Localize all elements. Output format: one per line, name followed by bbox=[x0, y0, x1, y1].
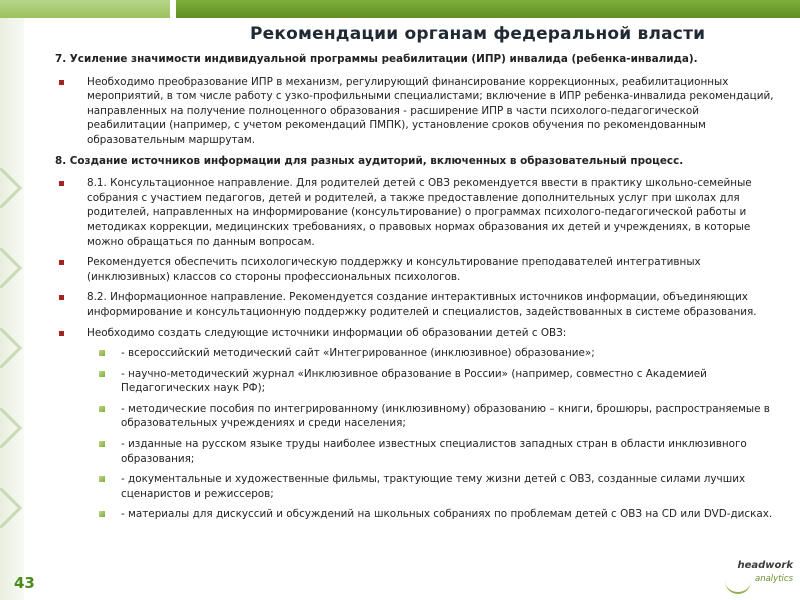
left-decorative-band bbox=[0, 18, 24, 600]
sub-bullet-item: - методические пособия по интегрированному (инклюзивному) образованию – книги, брошюры, распространяемые в образовательных учреждениях и среди населения; bbox=[55, 402, 775, 431]
slide-content bbox=[55, 52, 775, 528]
bullet-item: Рекомендуется обеспечить психологическую поддержку и консультирование преподавателей интегративных (инклюзивных) классов со стороны профессиональных психологов. bbox=[55, 255, 775, 284]
chevron-decoration-icon bbox=[0, 328, 22, 368]
chevron-decoration-icon bbox=[0, 248, 22, 288]
page-number: 43 bbox=[14, 574, 35, 592]
sub-bullet-item: - материалы для дискуссий и обсуждений на школьных собраниях по проблемам детей с ОВЗ на CD или DVD-дисках. bbox=[55, 507, 775, 522]
sub-bullet-item: - изданные на русском языке труды наиболее известных специалистов западных стран в области инклюзивного образования; bbox=[55, 437, 775, 466]
logo-sub-text: analytics bbox=[755, 574, 793, 584]
top-accent-bar bbox=[0, 0, 800, 18]
section-heading: 8. Создание источников информации для разных аудиторий, включенных в образовательный процесс. bbox=[55, 154, 684, 167]
company-logo bbox=[725, 560, 795, 596]
sub-bullet-item: - научно-методический журнал «Инклюзивное образование в России» (например, совместно с Академией Педагогических наук РФ); bbox=[55, 367, 775, 396]
section-heading: 7. Усиление значимости индивидуальной программы реабилитации (ИПР) инвалида (ребенка-инвалида). bbox=[55, 53, 698, 65]
bullet-item: Необходимо преобразование ИПР в механизм, регулирующий финансирование коррекционных, реабилитационных мероприятий, в том числе работу с узко-профильными специалистами; включение в ИПР ребенка-инвалида рекомендаций, направленных на получение полноценного образования - расширение ИПР в части психолого-педагогической реабилитации (например, с учетом рекомендаций ПМПК), установление сроков обучения по рекомендованным образовательным маршрутам. bbox=[55, 75, 775, 148]
sub-bullet-item: - всероссийский методический сайт «Интегрированное (инклюзивное) образование»; bbox=[55, 346, 775, 361]
logo-main-text: headwork bbox=[737, 560, 793, 571]
chevron-decoration-icon bbox=[0, 488, 22, 528]
slide-title: Рекомендации органам федеральной власти bbox=[250, 24, 706, 44]
chevron-decoration-icon bbox=[0, 168, 22, 208]
top-bar-dark-segment bbox=[176, 0, 800, 18]
chevron-decoration-icon bbox=[0, 408, 22, 448]
bullet-item: 8.1. Консультационное направление. Для родителей детей с ОВЗ рекомендуется ввести в практику школьно-семейные собрания с участием педагогов, детей и родителей, а также предоставление дополнительных услуг при школах для родителей, направленных на информирование (консультирование) о программах психолого-педагогической работы и методиках коррекции, медицинских требованиях, о правовых нормах образования их детей и учреждениях, в которые можно обращаться по данным вопросам. bbox=[55, 176, 775, 249]
logo-swoosh-icon bbox=[725, 580, 751, 594]
bullet-item: Необходимо создать следующие источники информации об образовании детей с ОВЗ: bbox=[55, 326, 775, 341]
sub-bullet-item: - документальные и художественные фильмы, трактующие тему жизни детей с ОВЗ, созданные силами лучших сценаристов и режиссеров; bbox=[55, 472, 775, 501]
bullet-item: 8.2. Информационное направление. Рекомендуется создание интерактивных источников информации, объединяющих информирование и консультационную поддержку родителей и специалистов, задействованных в системе образования. bbox=[55, 290, 775, 319]
top-bar-light-segment bbox=[0, 0, 170, 18]
